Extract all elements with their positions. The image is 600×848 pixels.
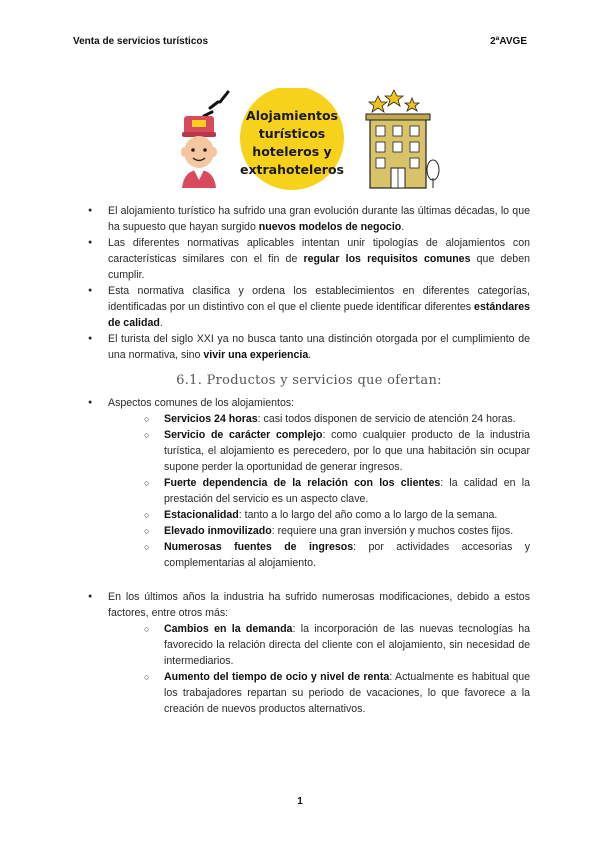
intro-item: ● Las diferentes normativas aplicables intentan unir tipologías de alojamientos con características similares con el fin de regular los requisitos comunes que deben cumplir.: [88, 235, 530, 283]
aspects-list: [88, 395, 530, 571]
hotel-building-icon: [366, 90, 439, 188]
header-course: 2ªAVGE: [490, 36, 527, 47]
banner-illustration: [180, 88, 440, 196]
banner-title-line-1: Alojamientos: [246, 108, 338, 123]
aspect-item: ○ Fuerte dependencia de la relación con los clientes: la calidad en la prestación del servicio es un aspecto clave.: [144, 475, 530, 507]
banner-title-line-3: hoteleros y: [252, 144, 332, 159]
page-header: [73, 36, 527, 52]
changes-list: [88, 589, 530, 717]
aspects-sublist: [108, 411, 530, 571]
changes-lead: ● En los últimos años la industria ha sufrido numerosas modificaciones, debido a estos factores, entre otros más: ○ Cambios en la demanda: la incorporación de las nuevas tecnologías ha favorecido la relación directa del cliente con el alojamiento, sin necesidad de intermediarios. ○ Aumento del tiempo de ocio y nivel de renta: Actualmente es habitual que los trabajadores repartan su periodo de vacaciones, lo que favorece a la creación de nuevos productos alternativos.: [88, 589, 530, 717]
change-item: ○ Cambios en la demanda: la incorporación de las nuevas tecnologías ha favorecido la relación directa del cliente con el alojamiento, sin necesidad de intermediarios.: [144, 621, 530, 669]
intro-list: [88, 203, 530, 363]
intro-item: ● Esta normativa clasifica y ordena los establecimientos en diferentes categorías, identificadas por un distintivo con el que el cliente puede identificar diferentes estándares de calidad.: [88, 283, 530, 331]
section-title: 6.1. Productos y servicios que ofertan:: [176, 373, 442, 388]
intro-item: ● El turista del siglo XXI ya no busca tanto una distinción otorgada por el cumplimiento de una normativa, sino vivir una experiencia.: [88, 331, 530, 363]
aspects-lead: ● Aspectos comunes de los alojamientos: ○ Servicios 24 horas: casi todos disponen de servicio de atención 24 horas. ○ Servicio de carácter complejo: como cualquier producto de la industria turística, el alojamiento es perecedero, por lo que una habitación sin ocupar supone perder la oportunidad de generar ingresos. ○ Fuerte dependencia de la relación con los clientes: la calidad en la prestación del servicio es un aspecto clave. ○ Estacionalidad: tanto a lo largo del año como a lo largo de la semana. ○ Elevado inmovilizado: requiere una gran inversión y muchos costes fijos. ○ Numerosas fuentes de ingresos: por actividades accesorias y complementarias al alojamiento.: [88, 395, 530, 571]
changes-sublist: [108, 621, 530, 717]
aspect-item: ○ Servicio de carácter complejo: como cualquier producto de la industria turística, el alojamiento es perecedero, por lo que una habitación sin ocupar supone perder la oportunidad de generar ingresos.: [144, 427, 530, 475]
aspect-item: ○ Estacionalidad: tanto a lo largo del año como a lo largo de la semana.: [144, 507, 530, 523]
burst-lines-icon: [204, 92, 228, 116]
page-number: 1: [297, 796, 303, 807]
banner-title-line-4: extrahoteleros: [239, 162, 345, 177]
bellboy-icon: [181, 116, 217, 188]
aspect-item: ○ Servicios 24 horas: casi todos disponen de servicio de atención 24 horas.: [144, 411, 530, 427]
page-content: [88, 203, 530, 717]
change-item: ○ Aumento del tiempo de ocio y nivel de renta: Actualmente es habitual que los trabajadores repartan su periodo de vacaciones, lo que favorece a la creación de nuevos productos alternativos.: [144, 669, 530, 717]
intro-item: ● El alojamiento turístico ha sufrido una gran evolución durante las últimas décadas, lo que ha supuesto que hayan surgido nuevos modelos de negocio.: [88, 203, 530, 235]
header-subject: Venta de servicios turísticos: [73, 36, 209, 47]
aspect-item: ○ Elevado inmovilizado: requiere una gran inversión y muchos costes fijos.: [144, 523, 530, 539]
banner-title-line-2: turísticos: [258, 126, 326, 141]
aspect-item: ○ Numerosas fuentes de ingresos: por actividades accesorias y complementarias al alojamiento.: [144, 539, 530, 571]
